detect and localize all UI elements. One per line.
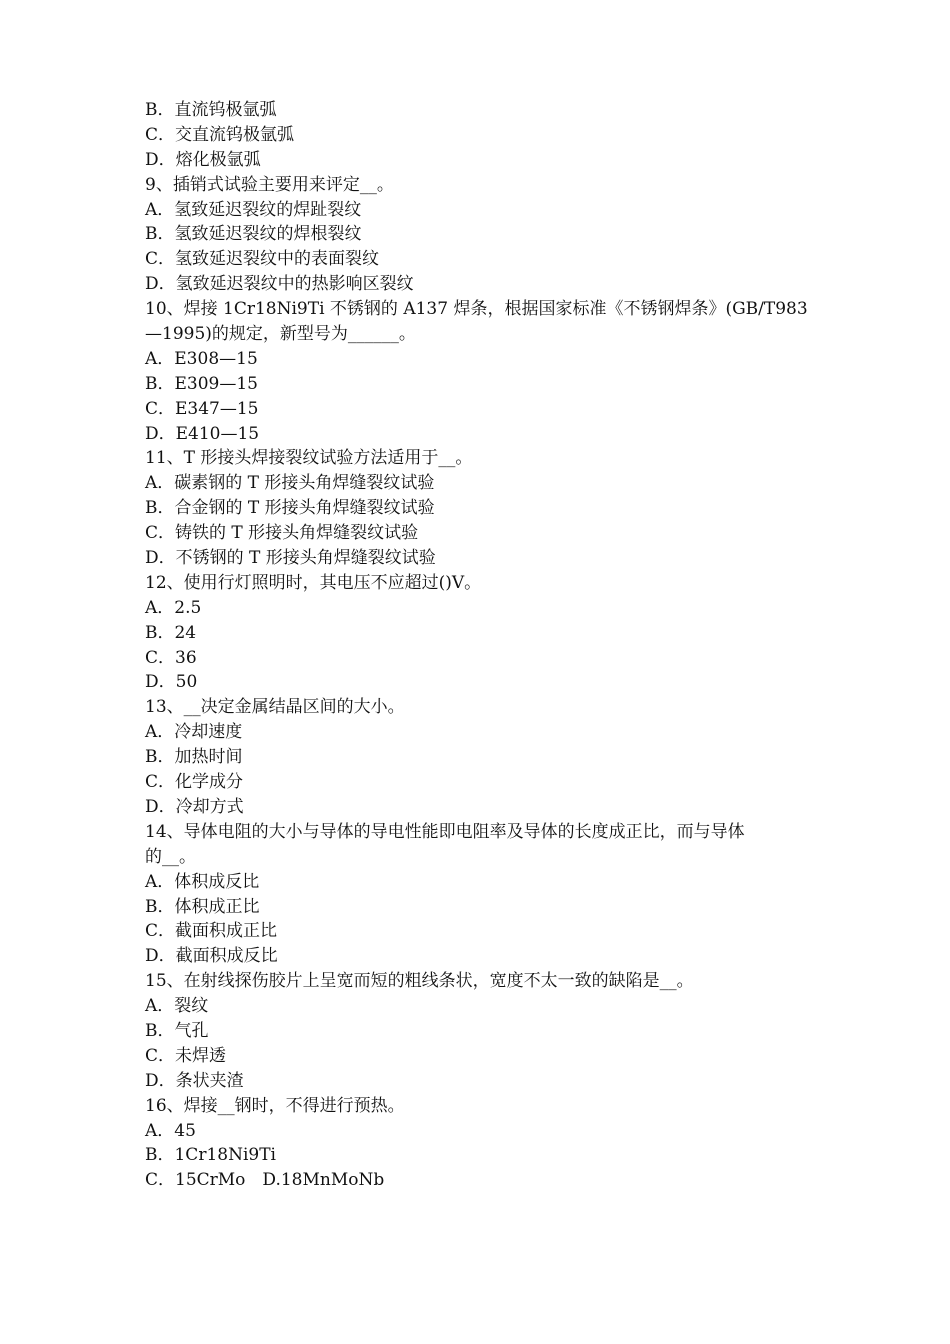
option-line: B．氢致延迟裂纹的焊根裂纹 (145, 224, 362, 245)
option-line: A．裂纹 (145, 996, 209, 1017)
option-line: D．冷却方式 (145, 796, 244, 817)
option-line: C．15CrMo D.18MnMoNb (145, 1170, 385, 1191)
option-line: B．加热时间 (145, 747, 243, 768)
option-line: D．不锈钢的 T 形接头角焊缝裂纹试验 (145, 548, 436, 569)
question-15: 15、在射线探伤胶片上呈宽而短的粗线条状，宽度不太一致的缺陷是__。 (145, 971, 694, 992)
question-14: 14、导体电阻的大小与导体的导电性能即电阻率及导体的长度成正比，而与导体 (145, 821, 745, 842)
question-14-continued: 的__。 (145, 846, 196, 867)
question-10-continued: —1995)的规定，新型号为______。 (145, 324, 416, 345)
option-line: A．E308—15 (145, 348, 258, 369)
option-line: B．合金钢的 T 形接头角焊缝裂纹试验 (145, 498, 435, 519)
document-page (145, 98, 815, 1193)
option-line: A．2.5 (145, 597, 202, 618)
option-line: D．氢致延迟裂纹中的热影响区裂纹 (145, 274, 414, 295)
option-line: B．体积成正比 (145, 896, 260, 917)
option-line: D．熔化极氩弧 (145, 149, 261, 170)
option-line: D．条状夹渣 (145, 1070, 244, 1091)
option-line: C．未焊透 (145, 1045, 227, 1066)
option-line: B．气孔 (145, 1020, 209, 1041)
option-line: C．铸铁的 T 形接头角焊缝裂纹试验 (145, 523, 419, 544)
question-9: 9、插销式试验主要用来评定__。 (145, 174, 394, 195)
option-line: C．化学成分 (145, 772, 244, 793)
question-12: 12、使用行灯照明时，其电压不应超过()V。 (145, 572, 482, 593)
option-line: C．交直流钨极氩弧 (145, 124, 295, 145)
question-11: 11、T 形接头焊接裂纹试验方法适用于__。 (145, 448, 473, 469)
option-line: C．E347—15 (145, 398, 259, 419)
option-line: A．冷却速度 (145, 722, 243, 743)
option-line: A．氢致延迟裂纹的焊趾裂纹 (145, 199, 362, 220)
question-13: 13、__决定金属结晶区间的大小。 (145, 697, 405, 718)
question-10: 10、焊接 1Cr18Ni9Ti 不锈钢的 A137 焊条，根据国家标准《不锈钢焊条》(GB/T983 (145, 299, 808, 320)
option-line: B．24 (145, 622, 197, 643)
option-line: D．E410—15 (145, 423, 260, 444)
option-line: A．体积成反比 (145, 871, 260, 892)
option-line: B．E309—15 (145, 373, 258, 394)
option-line: A．碳素钢的 T 形接头角焊缝裂纹试验 (145, 473, 435, 494)
option-line: B．1Cr18Ni9Ti (145, 1145, 276, 1166)
option-line: C．氢致延迟裂纹中的表面裂纹 (145, 249, 380, 270)
option-line: A．45 (145, 1120, 196, 1141)
option-line: C．截面积成正比 (145, 921, 278, 942)
question-16: 16、焊接__钢时，不得进行预热。 (145, 1095, 405, 1116)
option-line: D．截面积成反比 (145, 946, 278, 967)
option-line: B．直流钨极氩弧 (145, 100, 277, 120)
option-line: D．50 (145, 672, 198, 693)
option-line: C．36 (145, 647, 197, 668)
